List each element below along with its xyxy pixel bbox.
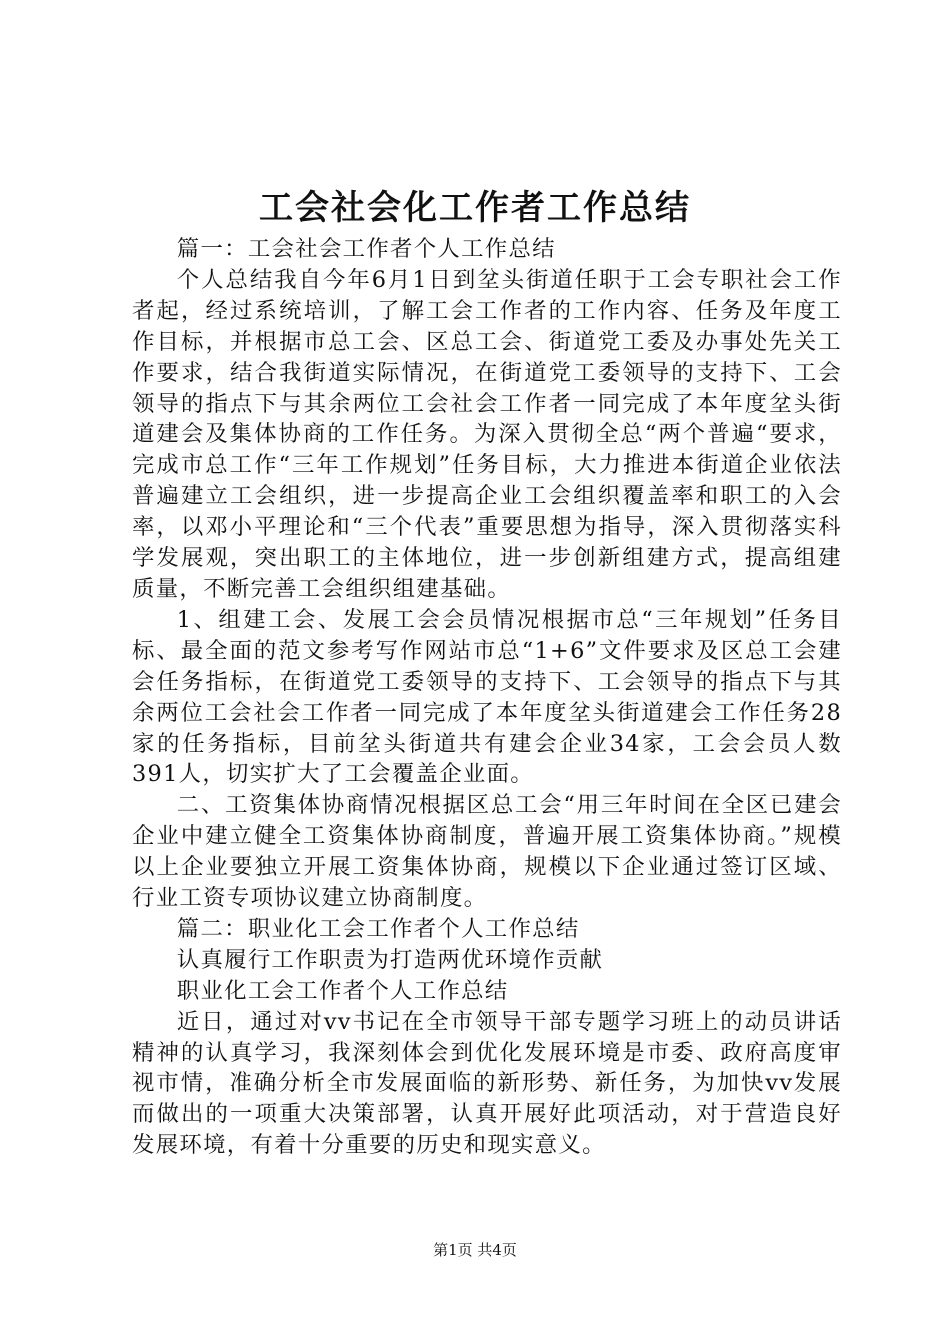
document-body (132, 234, 842, 1161)
subheading-duty: 认真履行工作职责为打造两优环境作贡献 (176, 946, 604, 973)
document-title: 工会社会化工作者工作总结 (259, 188, 691, 228)
page-footer: 第1页 共4页 (433, 1241, 517, 1259)
paragraph-study: 近日，通过对vv书记在全市领导干部专题学习班上的动员讲话精神的认真学习，我深刻体会到优化发展环境是市委、政府高度审视市情，准确分析全市发展面临的新形势、新任务，为加快vv发展而做出的一项重大决策部署，认真开展好此项活动，对于营造良好发展环境，有着十分重要的历史和现实意义。 (132, 1008, 842, 1159)
section-heading-1: 篇一：工会社会工作者个人工作总结 (176, 236, 556, 262)
paragraph-union-building: 1、组建工会、发展工会会员情况根据市总“三年规划”任务目标、最全面的范文参考写作网站市总“1+6”文件要求及区总工会建会任务指标，在街道党工委领导的支持下、工会领导的指点下与其余两位工会社会工作者一同完成了本年度坌头街道建会工作任务28家的任务指标，目前坌头街道共有建会企业34家，工会会员人数391人，切实扩大了工会覆盖企业面。 (132, 606, 842, 788)
subheading-summary: 职业化工会工作者个人工作总结 (176, 977, 509, 1004)
paragraph-summary-intro: 个人总结我自今年6月1日到坌头街道任职于工会专职社会工作者起，经过系统培训，了解工会工作者的工作内容、任务及年度工作目标，并根据市总工会、区总工会、街道党工委及办事处先关工作要求，结合我街道实际情况，在街道党工委领导的支持下、工会领导的指点下与其余两位工会社会工作者一同完成了本年度坌头街道建会及集体协商的工作任务。为深入贯彻全总“两个普遍“要求，完成市总工作“三年工作规划”任务目标，大力推进本街道企业依法普遍建立工会组织，进一步提高企业工会组织覆盖率和职工的入会率，以邓小平理论和“三个代表”重要思想为指导，深入贯彻落实科学发展观，突出职工的主体地位，进一步创新组建方式，提高组建质量，不断完善工会组织组建基础。 (132, 266, 842, 602)
paragraph-wage-negotiation: 二、工资集体协商情况根据区总工会“用三年时间在全区已建会企业中建立健全工资集体协商制度，普遍开展工资集体协商。”规模以上企业要独立开展工资集体协商，规模以下企业通过签订区域、行业工资专项协议建立协商制度。 (132, 792, 842, 912)
section-heading-2: 篇二：职业化工会工作者个人工作总结 (176, 915, 580, 942)
